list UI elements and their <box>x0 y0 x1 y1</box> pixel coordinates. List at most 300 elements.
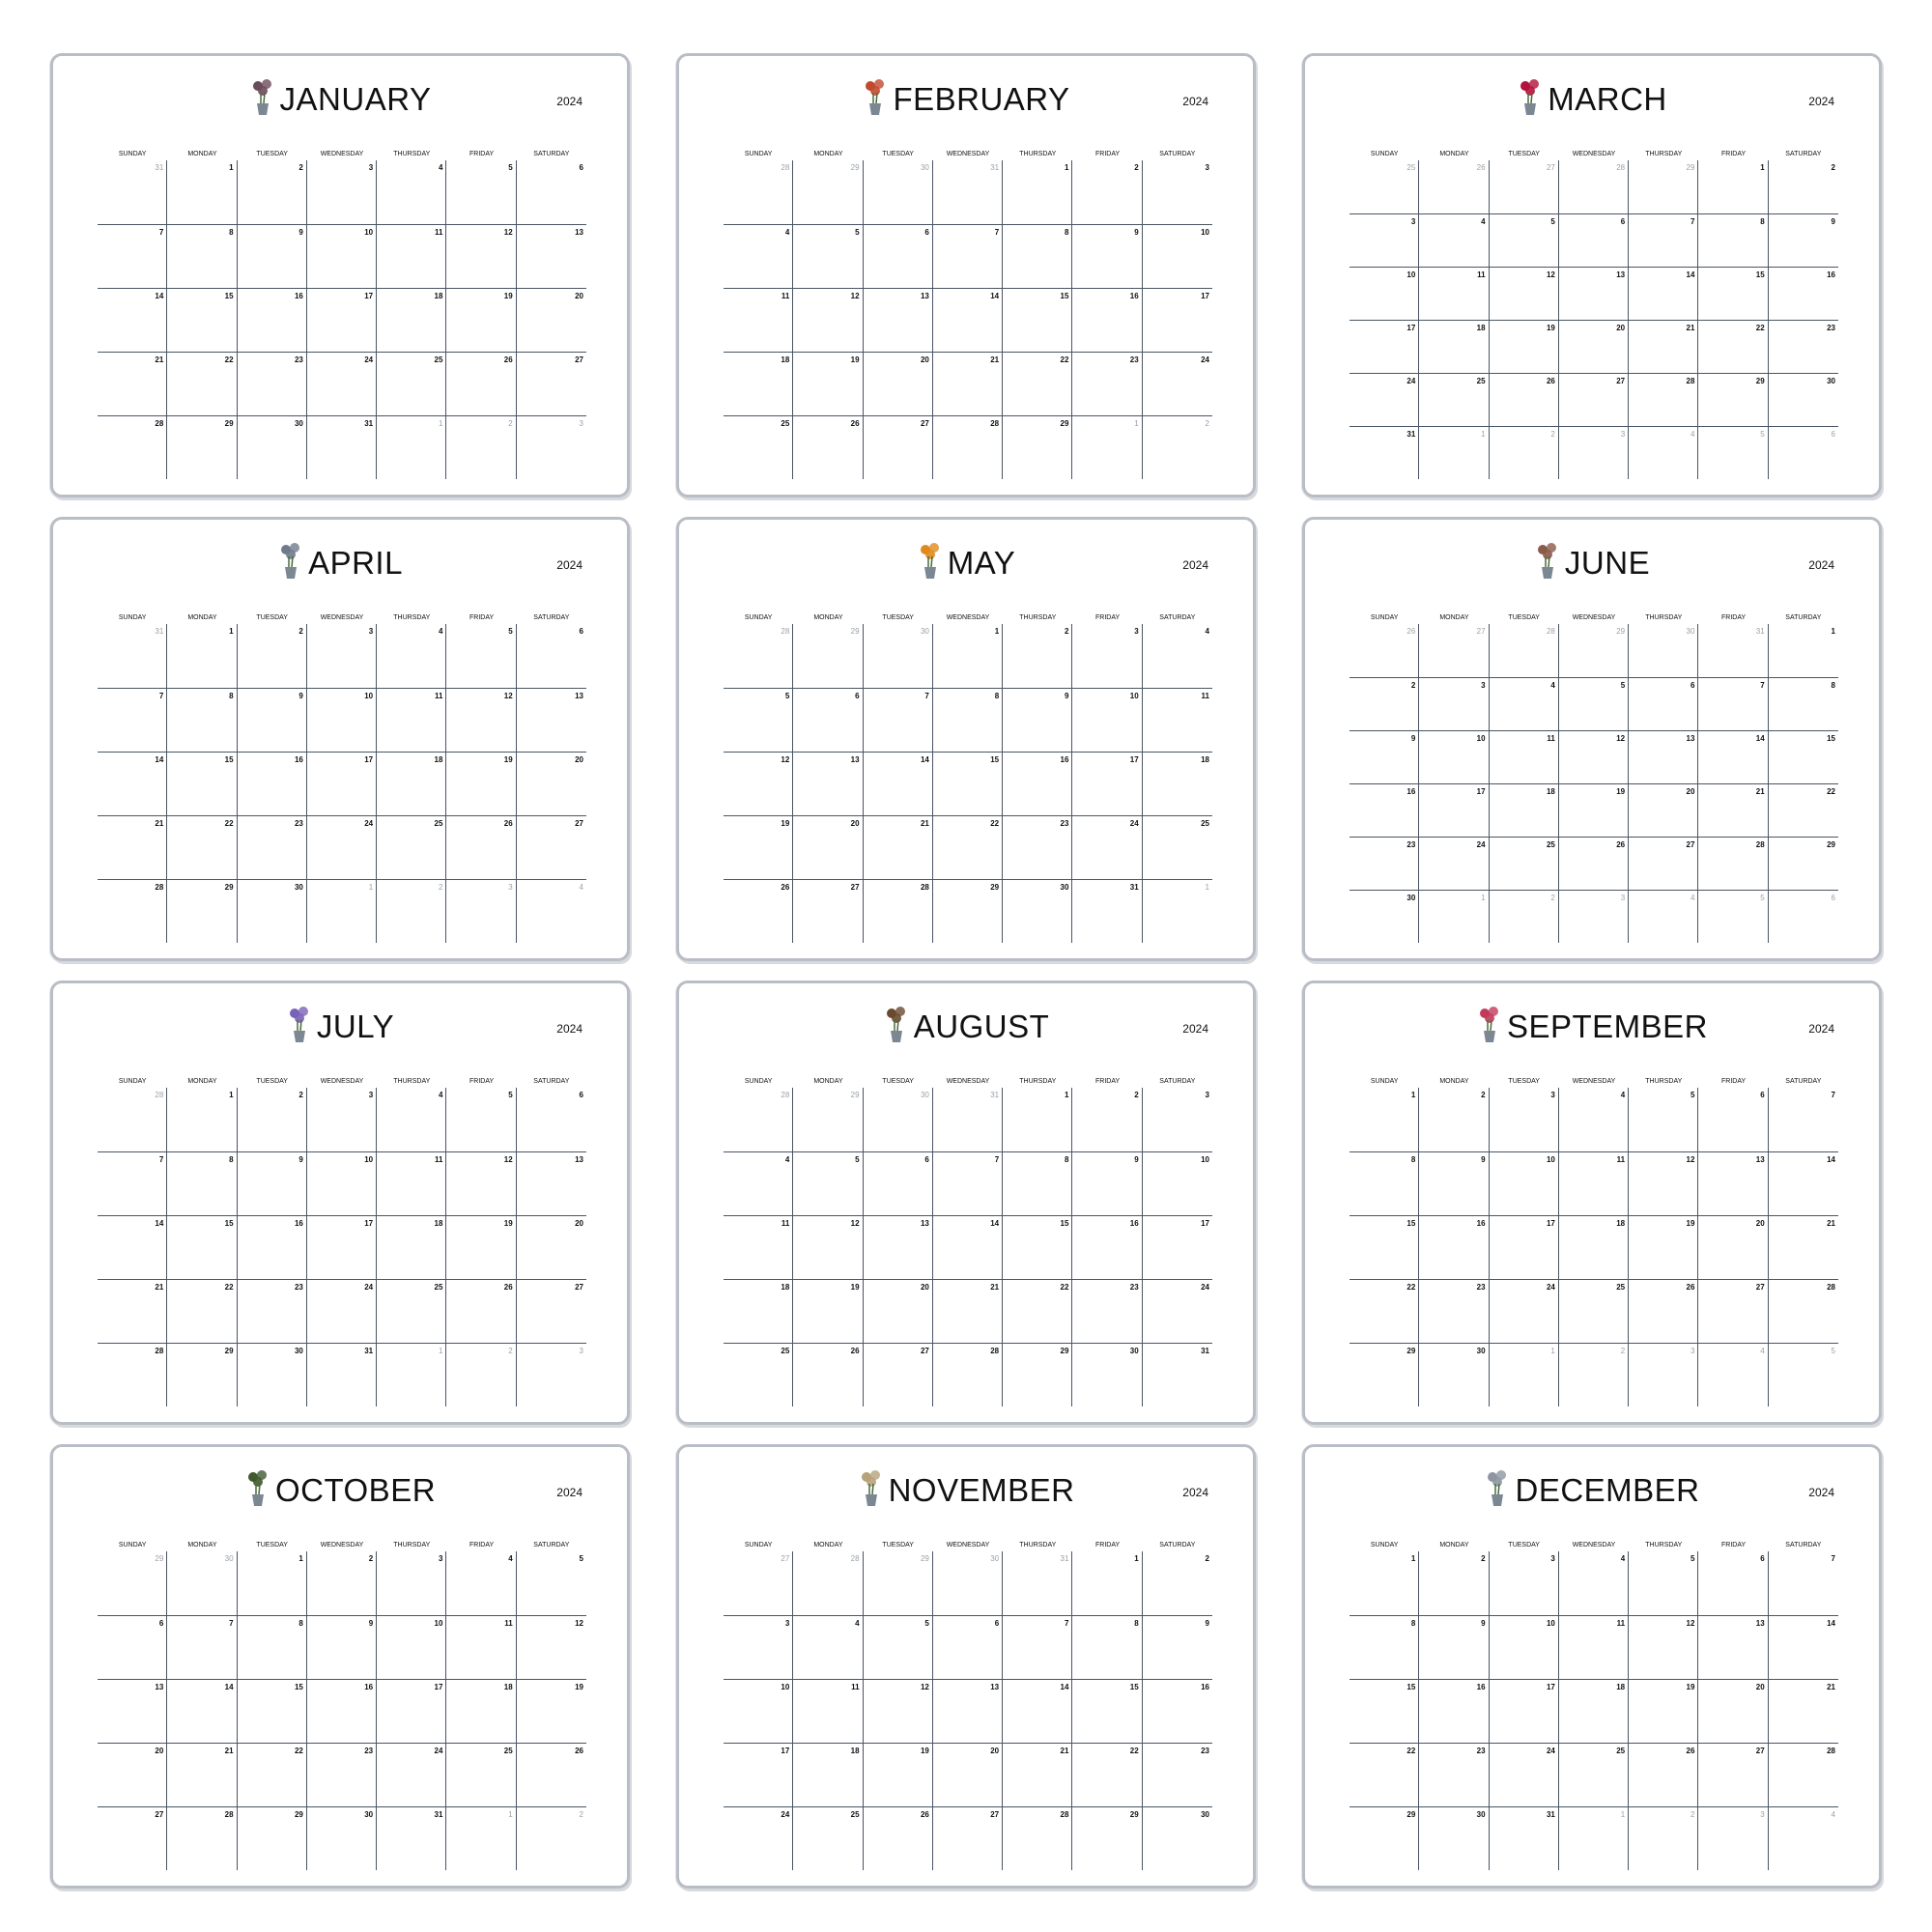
day-cell[interactable] <box>1490 1744 1559 1806</box>
day-cell[interactable] <box>1490 678 1559 730</box>
day-cell[interactable] <box>377 1616 446 1679</box>
day-cell[interactable] <box>167 1216 237 1279</box>
day-cell[interactable] <box>167 1551 237 1615</box>
day-cell[interactable] <box>377 624 446 688</box>
day-cell[interactable] <box>1698 1680 1768 1743</box>
day-cell[interactable] <box>1419 321 1489 373</box>
day-cell[interactable] <box>1003 1344 1072 1406</box>
day-cell[interactable] <box>1003 1152 1072 1215</box>
day-cell[interactable] <box>446 1616 516 1679</box>
day-cell[interactable] <box>238 1551 307 1615</box>
day-cell[interactable] <box>864 1216 933 1279</box>
day-cell[interactable] <box>864 753 933 815</box>
day-cell[interactable] <box>1559 214 1629 267</box>
day-cell[interactable] <box>1769 1680 1838 1743</box>
day-cell[interactable] <box>377 160 446 224</box>
day-cell[interactable] <box>238 225 307 288</box>
day-cell[interactable] <box>793 289 863 352</box>
day-cell[interactable] <box>1350 427 1419 479</box>
day-cell[interactable] <box>1698 1744 1768 1806</box>
day-cell[interactable] <box>1003 1551 1072 1615</box>
day-cell[interactable] <box>1698 784 1768 837</box>
day-cell[interactable] <box>1072 1807 1142 1870</box>
day-cell[interactable] <box>793 1216 863 1279</box>
day-cell[interactable] <box>1072 1680 1142 1743</box>
day-cell[interactable] <box>307 1807 377 1870</box>
day-cell[interactable] <box>1350 1344 1419 1406</box>
day-cell[interactable] <box>724 816 793 879</box>
day-cell[interactable] <box>1419 891 1489 943</box>
day-cell[interactable] <box>446 1807 516 1870</box>
day-cell[interactable] <box>307 689 377 752</box>
day-cell[interactable] <box>1698 1088 1768 1151</box>
day-cell[interactable] <box>1559 1088 1629 1151</box>
day-cell[interactable] <box>724 416 793 479</box>
day-cell[interactable] <box>793 689 863 752</box>
day-cell[interactable] <box>307 624 377 688</box>
day-cell[interactable] <box>98 624 167 688</box>
day-cell[interactable] <box>307 289 377 352</box>
day-cell[interactable] <box>446 1344 516 1406</box>
day-cell[interactable] <box>1490 624 1559 677</box>
day-cell[interactable] <box>517 880 586 943</box>
day-cell[interactable] <box>1490 1807 1559 1870</box>
day-cell[interactable] <box>517 1088 586 1151</box>
day-cell[interactable] <box>1072 1088 1142 1151</box>
day-cell[interactable] <box>933 225 1003 288</box>
day-cell[interactable] <box>933 289 1003 352</box>
day-cell[interactable] <box>1559 678 1629 730</box>
day-cell[interactable] <box>377 225 446 288</box>
day-cell[interactable] <box>1143 1344 1212 1406</box>
day-cell[interactable] <box>724 1152 793 1215</box>
day-cell[interactable] <box>1698 1280 1768 1343</box>
day-cell[interactable] <box>307 1152 377 1215</box>
day-cell[interactable] <box>1629 1088 1698 1151</box>
day-cell[interactable] <box>98 1280 167 1343</box>
day-cell[interactable] <box>517 624 586 688</box>
day-cell[interactable] <box>933 1551 1003 1615</box>
day-cell[interactable] <box>1143 880 1212 943</box>
day-cell[interactable] <box>933 1744 1003 1806</box>
day-cell[interactable] <box>98 416 167 479</box>
day-cell[interactable] <box>1003 1744 1072 1806</box>
day-cell[interactable] <box>167 880 237 943</box>
day-cell[interactable] <box>238 289 307 352</box>
day-cell[interactable] <box>167 289 237 352</box>
day-cell[interactable] <box>238 160 307 224</box>
day-cell[interactable] <box>167 689 237 752</box>
day-cell[interactable] <box>377 816 446 879</box>
day-cell[interactable] <box>1072 289 1142 352</box>
day-cell[interactable] <box>517 1280 586 1343</box>
day-cell[interactable] <box>446 816 516 879</box>
day-cell[interactable] <box>864 1744 933 1806</box>
day-cell[interactable] <box>377 753 446 815</box>
day-cell[interactable] <box>1629 678 1698 730</box>
day-cell[interactable] <box>377 1807 446 1870</box>
day-cell[interactable] <box>793 1088 863 1151</box>
day-cell[interactable] <box>377 1088 446 1151</box>
day-cell[interactable] <box>1072 1344 1142 1406</box>
day-cell[interactable] <box>1490 891 1559 943</box>
day-cell[interactable] <box>1490 214 1559 267</box>
day-cell[interactable] <box>1490 427 1559 479</box>
day-cell[interactable] <box>864 1344 933 1406</box>
day-cell[interactable] <box>1769 321 1838 373</box>
day-cell[interactable] <box>933 753 1003 815</box>
day-cell[interactable] <box>933 353 1003 415</box>
day-cell[interactable] <box>724 1280 793 1343</box>
day-cell[interactable] <box>1003 1807 1072 1870</box>
day-cell[interactable] <box>1072 816 1142 879</box>
day-cell[interactable] <box>1143 289 1212 352</box>
day-cell[interactable] <box>724 689 793 752</box>
day-cell[interactable] <box>793 1616 863 1679</box>
day-cell[interactable] <box>1350 321 1419 373</box>
day-cell[interactable] <box>1490 1152 1559 1215</box>
day-cell[interactable] <box>1072 753 1142 815</box>
day-cell[interactable] <box>724 1551 793 1615</box>
day-cell[interactable] <box>864 1280 933 1343</box>
day-cell[interactable] <box>1769 891 1838 943</box>
day-cell[interactable] <box>1419 784 1489 837</box>
day-cell[interactable] <box>933 416 1003 479</box>
day-cell[interactable] <box>1698 1807 1768 1870</box>
day-cell[interactable] <box>1350 1744 1419 1806</box>
day-cell[interactable] <box>517 816 586 879</box>
day-cell[interactable] <box>1143 1216 1212 1279</box>
day-cell[interactable] <box>1350 268 1419 320</box>
day-cell[interactable] <box>933 816 1003 879</box>
day-cell[interactable] <box>307 1280 377 1343</box>
day-cell[interactable] <box>724 353 793 415</box>
day-cell[interactable] <box>864 816 933 879</box>
day-cell[interactable] <box>446 624 516 688</box>
day-cell[interactable] <box>1350 624 1419 677</box>
day-cell[interactable] <box>307 1344 377 1406</box>
day-cell[interactable] <box>1350 160 1419 213</box>
day-cell[interactable] <box>724 624 793 688</box>
day-cell[interactable] <box>1698 427 1768 479</box>
day-cell[interactable] <box>167 1807 237 1870</box>
day-cell[interactable] <box>724 1216 793 1279</box>
day-cell[interactable] <box>446 689 516 752</box>
day-cell[interactable] <box>1629 1680 1698 1743</box>
day-cell[interactable] <box>1419 678 1489 730</box>
day-cell[interactable] <box>1698 214 1768 267</box>
day-cell[interactable] <box>793 1344 863 1406</box>
day-cell[interactable] <box>1769 160 1838 213</box>
day-cell[interactable] <box>377 1216 446 1279</box>
day-cell[interactable] <box>724 1680 793 1743</box>
day-cell[interactable] <box>864 1680 933 1743</box>
day-cell[interactable] <box>1769 268 1838 320</box>
day-cell[interactable] <box>724 880 793 943</box>
day-cell[interactable] <box>793 1807 863 1870</box>
day-cell[interactable] <box>98 753 167 815</box>
day-cell[interactable] <box>377 1744 446 1806</box>
day-cell[interactable] <box>1419 427 1489 479</box>
day-cell[interactable] <box>446 880 516 943</box>
day-cell[interactable] <box>238 416 307 479</box>
day-cell[interactable] <box>1698 1344 1768 1406</box>
day-cell[interactable] <box>1003 880 1072 943</box>
day-cell[interactable] <box>1143 225 1212 288</box>
day-cell[interactable] <box>1419 214 1489 267</box>
day-cell[interactable] <box>1072 416 1142 479</box>
day-cell[interactable] <box>1072 624 1142 688</box>
day-cell[interactable] <box>1559 891 1629 943</box>
day-cell[interactable] <box>1559 374 1629 426</box>
day-cell[interactable] <box>1143 624 1212 688</box>
day-cell[interactable] <box>98 1616 167 1679</box>
day-cell[interactable] <box>1350 1280 1419 1343</box>
day-cell[interactable] <box>1143 1551 1212 1615</box>
day-cell[interactable] <box>1629 891 1698 943</box>
day-cell[interactable] <box>446 289 516 352</box>
day-cell[interactable] <box>307 353 377 415</box>
day-cell[interactable] <box>307 225 377 288</box>
day-cell[interactable] <box>1419 1344 1489 1406</box>
day-cell[interactable] <box>864 624 933 688</box>
day-cell[interactable] <box>1769 1616 1838 1679</box>
day-cell[interactable] <box>167 1616 237 1679</box>
day-cell[interactable] <box>307 1680 377 1743</box>
day-cell[interactable] <box>1072 880 1142 943</box>
day-cell[interactable] <box>724 1088 793 1151</box>
day-cell[interactable] <box>167 624 237 688</box>
day-cell[interactable] <box>864 225 933 288</box>
day-cell[interactable] <box>98 1152 167 1215</box>
day-cell[interactable] <box>1629 624 1698 677</box>
day-cell[interactable] <box>724 1616 793 1679</box>
day-cell[interactable] <box>1419 1680 1489 1743</box>
day-cell[interactable] <box>377 1551 446 1615</box>
day-cell[interactable] <box>933 1280 1003 1343</box>
day-cell[interactable] <box>1629 1551 1698 1615</box>
day-cell[interactable] <box>446 1216 516 1279</box>
day-cell[interactable] <box>238 1807 307 1870</box>
day-cell[interactable] <box>446 1744 516 1806</box>
day-cell[interactable] <box>98 1216 167 1279</box>
day-cell[interactable] <box>1559 1216 1629 1279</box>
day-cell[interactable] <box>1350 678 1419 730</box>
day-cell[interactable] <box>167 1152 237 1215</box>
day-cell[interactable] <box>1698 731 1768 783</box>
day-cell[interactable] <box>167 816 237 879</box>
day-cell[interactable] <box>1003 1616 1072 1679</box>
day-cell[interactable] <box>1559 1807 1629 1870</box>
day-cell[interactable] <box>864 353 933 415</box>
day-cell[interactable] <box>238 353 307 415</box>
day-cell[interactable] <box>793 160 863 224</box>
day-cell[interactable] <box>1419 1088 1489 1151</box>
day-cell[interactable] <box>167 225 237 288</box>
day-cell[interactable] <box>517 353 586 415</box>
day-cell[interactable] <box>1419 838 1489 890</box>
day-cell[interactable] <box>1143 1680 1212 1743</box>
day-cell[interactable] <box>1769 1744 1838 1806</box>
day-cell[interactable] <box>98 1088 167 1151</box>
day-cell[interactable] <box>1350 1807 1419 1870</box>
day-cell[interactable] <box>864 160 933 224</box>
day-cell[interactable] <box>307 160 377 224</box>
day-cell[interactable] <box>98 880 167 943</box>
day-cell[interactable] <box>1143 1280 1212 1343</box>
day-cell[interactable] <box>167 160 237 224</box>
day-cell[interactable] <box>1072 1216 1142 1279</box>
day-cell[interactable] <box>1419 1616 1489 1679</box>
day-cell[interactable] <box>1003 753 1072 815</box>
day-cell[interactable] <box>1769 1551 1838 1615</box>
day-cell[interactable] <box>98 689 167 752</box>
day-cell[interactable] <box>238 753 307 815</box>
day-cell[interactable] <box>377 1280 446 1343</box>
day-cell[interactable] <box>1629 1216 1698 1279</box>
day-cell[interactable] <box>1072 689 1142 752</box>
day-cell[interactable] <box>1698 1551 1768 1615</box>
day-cell[interactable] <box>1559 1744 1629 1806</box>
day-cell[interactable] <box>864 1807 933 1870</box>
day-cell[interactable] <box>933 1216 1003 1279</box>
day-cell[interactable] <box>1769 1088 1838 1151</box>
day-cell[interactable] <box>446 1088 516 1151</box>
day-cell[interactable] <box>1559 427 1629 479</box>
day-cell[interactable] <box>1629 1744 1698 1806</box>
day-cell[interactable] <box>1769 1344 1838 1406</box>
day-cell[interactable] <box>724 160 793 224</box>
day-cell[interactable] <box>1143 1744 1212 1806</box>
day-cell[interactable] <box>1143 416 1212 479</box>
day-cell[interactable] <box>377 416 446 479</box>
day-cell[interactable] <box>446 1680 516 1743</box>
day-cell[interactable] <box>1769 1216 1838 1279</box>
day-cell[interactable] <box>1769 427 1838 479</box>
day-cell[interactable] <box>167 1744 237 1806</box>
day-cell[interactable] <box>238 689 307 752</box>
day-cell[interactable] <box>446 1152 516 1215</box>
day-cell[interactable] <box>238 1616 307 1679</box>
day-cell[interactable] <box>517 753 586 815</box>
day-cell[interactable] <box>1350 1088 1419 1151</box>
day-cell[interactable] <box>517 689 586 752</box>
day-cell[interactable] <box>793 1551 863 1615</box>
day-cell[interactable] <box>307 1616 377 1679</box>
day-cell[interactable] <box>517 1216 586 1279</box>
day-cell[interactable] <box>377 289 446 352</box>
day-cell[interactable] <box>167 353 237 415</box>
day-cell[interactable] <box>377 1344 446 1406</box>
day-cell[interactable] <box>793 353 863 415</box>
day-cell[interactable] <box>864 1088 933 1151</box>
day-cell[interactable] <box>517 1807 586 1870</box>
day-cell[interactable] <box>167 753 237 815</box>
day-cell[interactable] <box>1419 1216 1489 1279</box>
day-cell[interactable] <box>793 880 863 943</box>
day-cell[interactable] <box>933 1152 1003 1215</box>
day-cell[interactable] <box>1698 374 1768 426</box>
day-cell[interactable] <box>98 160 167 224</box>
day-cell[interactable] <box>1419 624 1489 677</box>
day-cell[interactable] <box>1629 1807 1698 1870</box>
day-cell[interactable] <box>98 289 167 352</box>
day-cell[interactable] <box>167 416 237 479</box>
day-cell[interactable] <box>517 1616 586 1679</box>
day-cell[interactable] <box>724 289 793 352</box>
day-cell[interactable] <box>1629 321 1698 373</box>
day-cell[interactable] <box>1350 1616 1419 1679</box>
day-cell[interactable] <box>793 1152 863 1215</box>
day-cell[interactable] <box>1769 624 1838 677</box>
day-cell[interactable] <box>517 1152 586 1215</box>
day-cell[interactable] <box>1559 1551 1629 1615</box>
day-cell[interactable] <box>1003 353 1072 415</box>
day-cell[interactable] <box>724 1744 793 1806</box>
day-cell[interactable] <box>1143 689 1212 752</box>
day-cell[interactable] <box>238 624 307 688</box>
day-cell[interactable] <box>1490 321 1559 373</box>
day-cell[interactable] <box>933 1344 1003 1406</box>
day-cell[interactable] <box>1769 1807 1838 1870</box>
day-cell[interactable] <box>1490 1344 1559 1406</box>
day-cell[interactable] <box>1072 1616 1142 1679</box>
day-cell[interactable] <box>1419 1152 1489 1215</box>
day-cell[interactable] <box>1072 1744 1142 1806</box>
day-cell[interactable] <box>1629 214 1698 267</box>
day-cell[interactable] <box>1490 1216 1559 1279</box>
day-cell[interactable] <box>517 1344 586 1406</box>
day-cell[interactable] <box>724 1807 793 1870</box>
day-cell[interactable] <box>307 1551 377 1615</box>
day-cell[interactable] <box>446 753 516 815</box>
day-cell[interactable] <box>1143 816 1212 879</box>
day-cell[interactable] <box>1629 1280 1698 1343</box>
day-cell[interactable] <box>1698 268 1768 320</box>
day-cell[interactable] <box>933 880 1003 943</box>
day-cell[interactable] <box>517 1744 586 1806</box>
day-cell[interactable] <box>1629 731 1698 783</box>
day-cell[interactable] <box>98 225 167 288</box>
day-cell[interactable] <box>1419 268 1489 320</box>
day-cell[interactable] <box>1559 321 1629 373</box>
day-cell[interactable] <box>1143 1807 1212 1870</box>
day-cell[interactable] <box>933 624 1003 688</box>
day-cell[interactable] <box>517 1680 586 1743</box>
day-cell[interactable] <box>1490 1551 1559 1615</box>
day-cell[interactable] <box>1003 1216 1072 1279</box>
day-cell[interactable] <box>1072 1551 1142 1615</box>
day-cell[interactable] <box>864 289 933 352</box>
day-cell[interactable] <box>864 1551 933 1615</box>
day-cell[interactable] <box>1003 289 1072 352</box>
day-cell[interactable] <box>307 753 377 815</box>
day-cell[interactable] <box>1629 838 1698 890</box>
day-cell[interactable] <box>238 880 307 943</box>
day-cell[interactable] <box>1629 374 1698 426</box>
day-cell[interactable] <box>1003 1280 1072 1343</box>
day-cell[interactable] <box>517 289 586 352</box>
day-cell[interactable] <box>1419 1551 1489 1615</box>
day-cell[interactable] <box>1698 1616 1768 1679</box>
day-cell[interactable] <box>1698 1216 1768 1279</box>
day-cell[interactable] <box>793 1280 863 1343</box>
day-cell[interactable] <box>307 1744 377 1806</box>
day-cell[interactable] <box>1629 1616 1698 1679</box>
day-cell[interactable] <box>377 1152 446 1215</box>
day-cell[interactable] <box>1072 1280 1142 1343</box>
day-cell[interactable] <box>864 1152 933 1215</box>
